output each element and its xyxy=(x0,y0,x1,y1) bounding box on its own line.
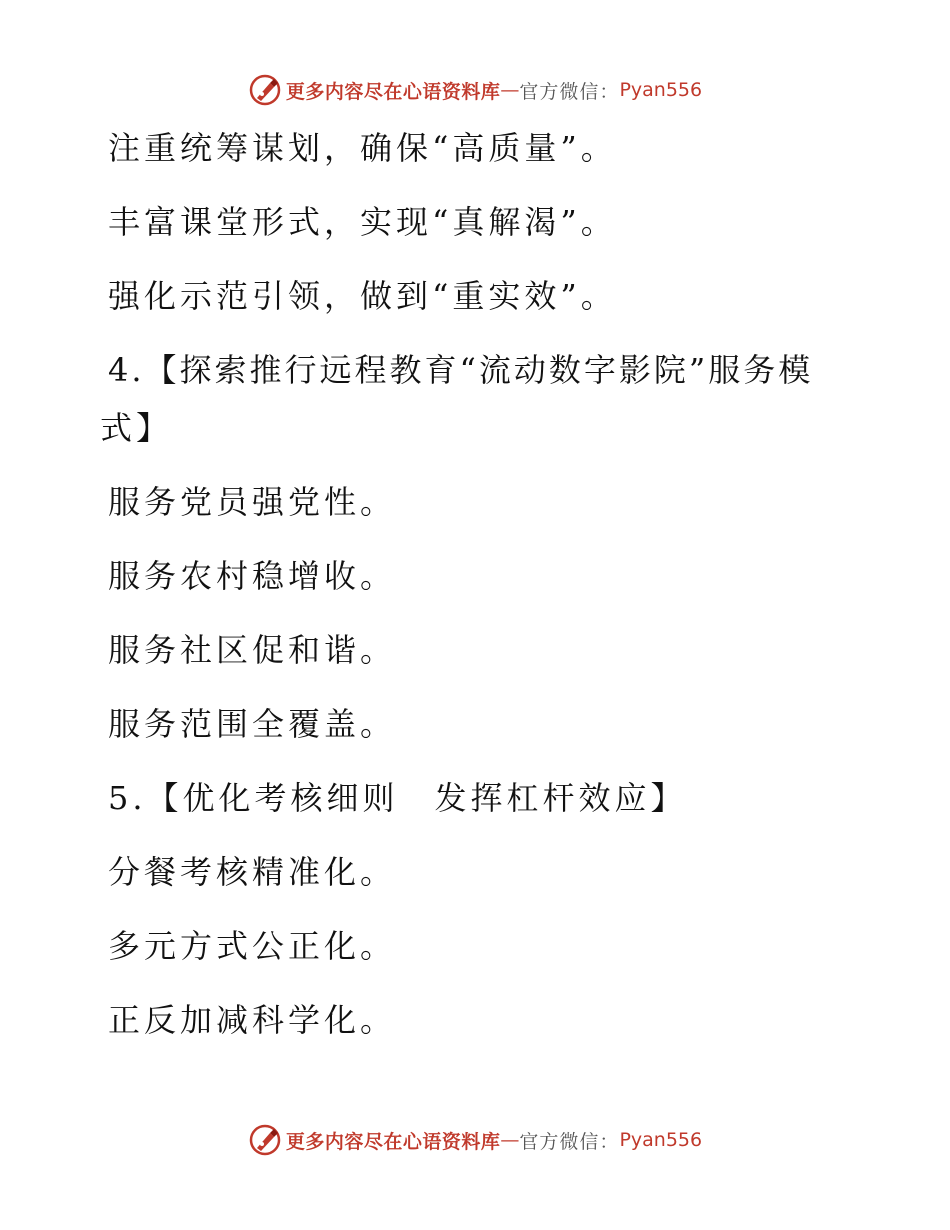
section-heading-continued: 式】 xyxy=(100,409,173,447)
banner-wechat-label: 官方微信： xyxy=(519,80,620,103)
banner-wechat-id: Pyan556 xyxy=(619,79,703,101)
text-line: 强化示范引领，做到“重实效”。 xyxy=(108,277,617,315)
text-line: 注重统筹谋划，确保“高质量”。 xyxy=(108,129,617,167)
pen-logo-icon xyxy=(248,73,282,107)
pen-logo-icon xyxy=(248,1123,282,1157)
banner-dash: — xyxy=(500,79,520,101)
banner-wechat-id: Pyan556 xyxy=(619,1129,703,1151)
footer-banner xyxy=(0,1120,950,1160)
text-line: 分餐考核精准化。 xyxy=(108,853,397,891)
header-banner xyxy=(0,70,950,110)
text-line: 服务农村稳增收。 xyxy=(108,557,397,595)
banner-wechat-label: 官方微信： xyxy=(519,1130,620,1153)
banner-site-text: 更多内容尽在心语资料库 xyxy=(285,80,501,103)
banner-site-text: 更多内容尽在心语资料库 xyxy=(285,1130,501,1153)
text-line: 服务党员强党性。 xyxy=(108,483,397,521)
text-line: 多元方式公正化。 xyxy=(108,927,397,965)
text-line: 服务社区促和谐。 xyxy=(108,631,397,669)
text-line: 服务范围全覆盖。 xyxy=(108,705,397,743)
text-line: 丰富课堂形式，实现“真解渴”。 xyxy=(108,203,617,241)
banner-dash: — xyxy=(500,1129,520,1151)
section-heading: 4.【探索推行远程教育“流动数字影院”服务模 xyxy=(108,351,814,389)
section-heading: 5.【优化考核细则 发挥杠杆效应】 xyxy=(108,779,687,817)
text-line: 正反加减科学化。 xyxy=(108,1001,397,1039)
